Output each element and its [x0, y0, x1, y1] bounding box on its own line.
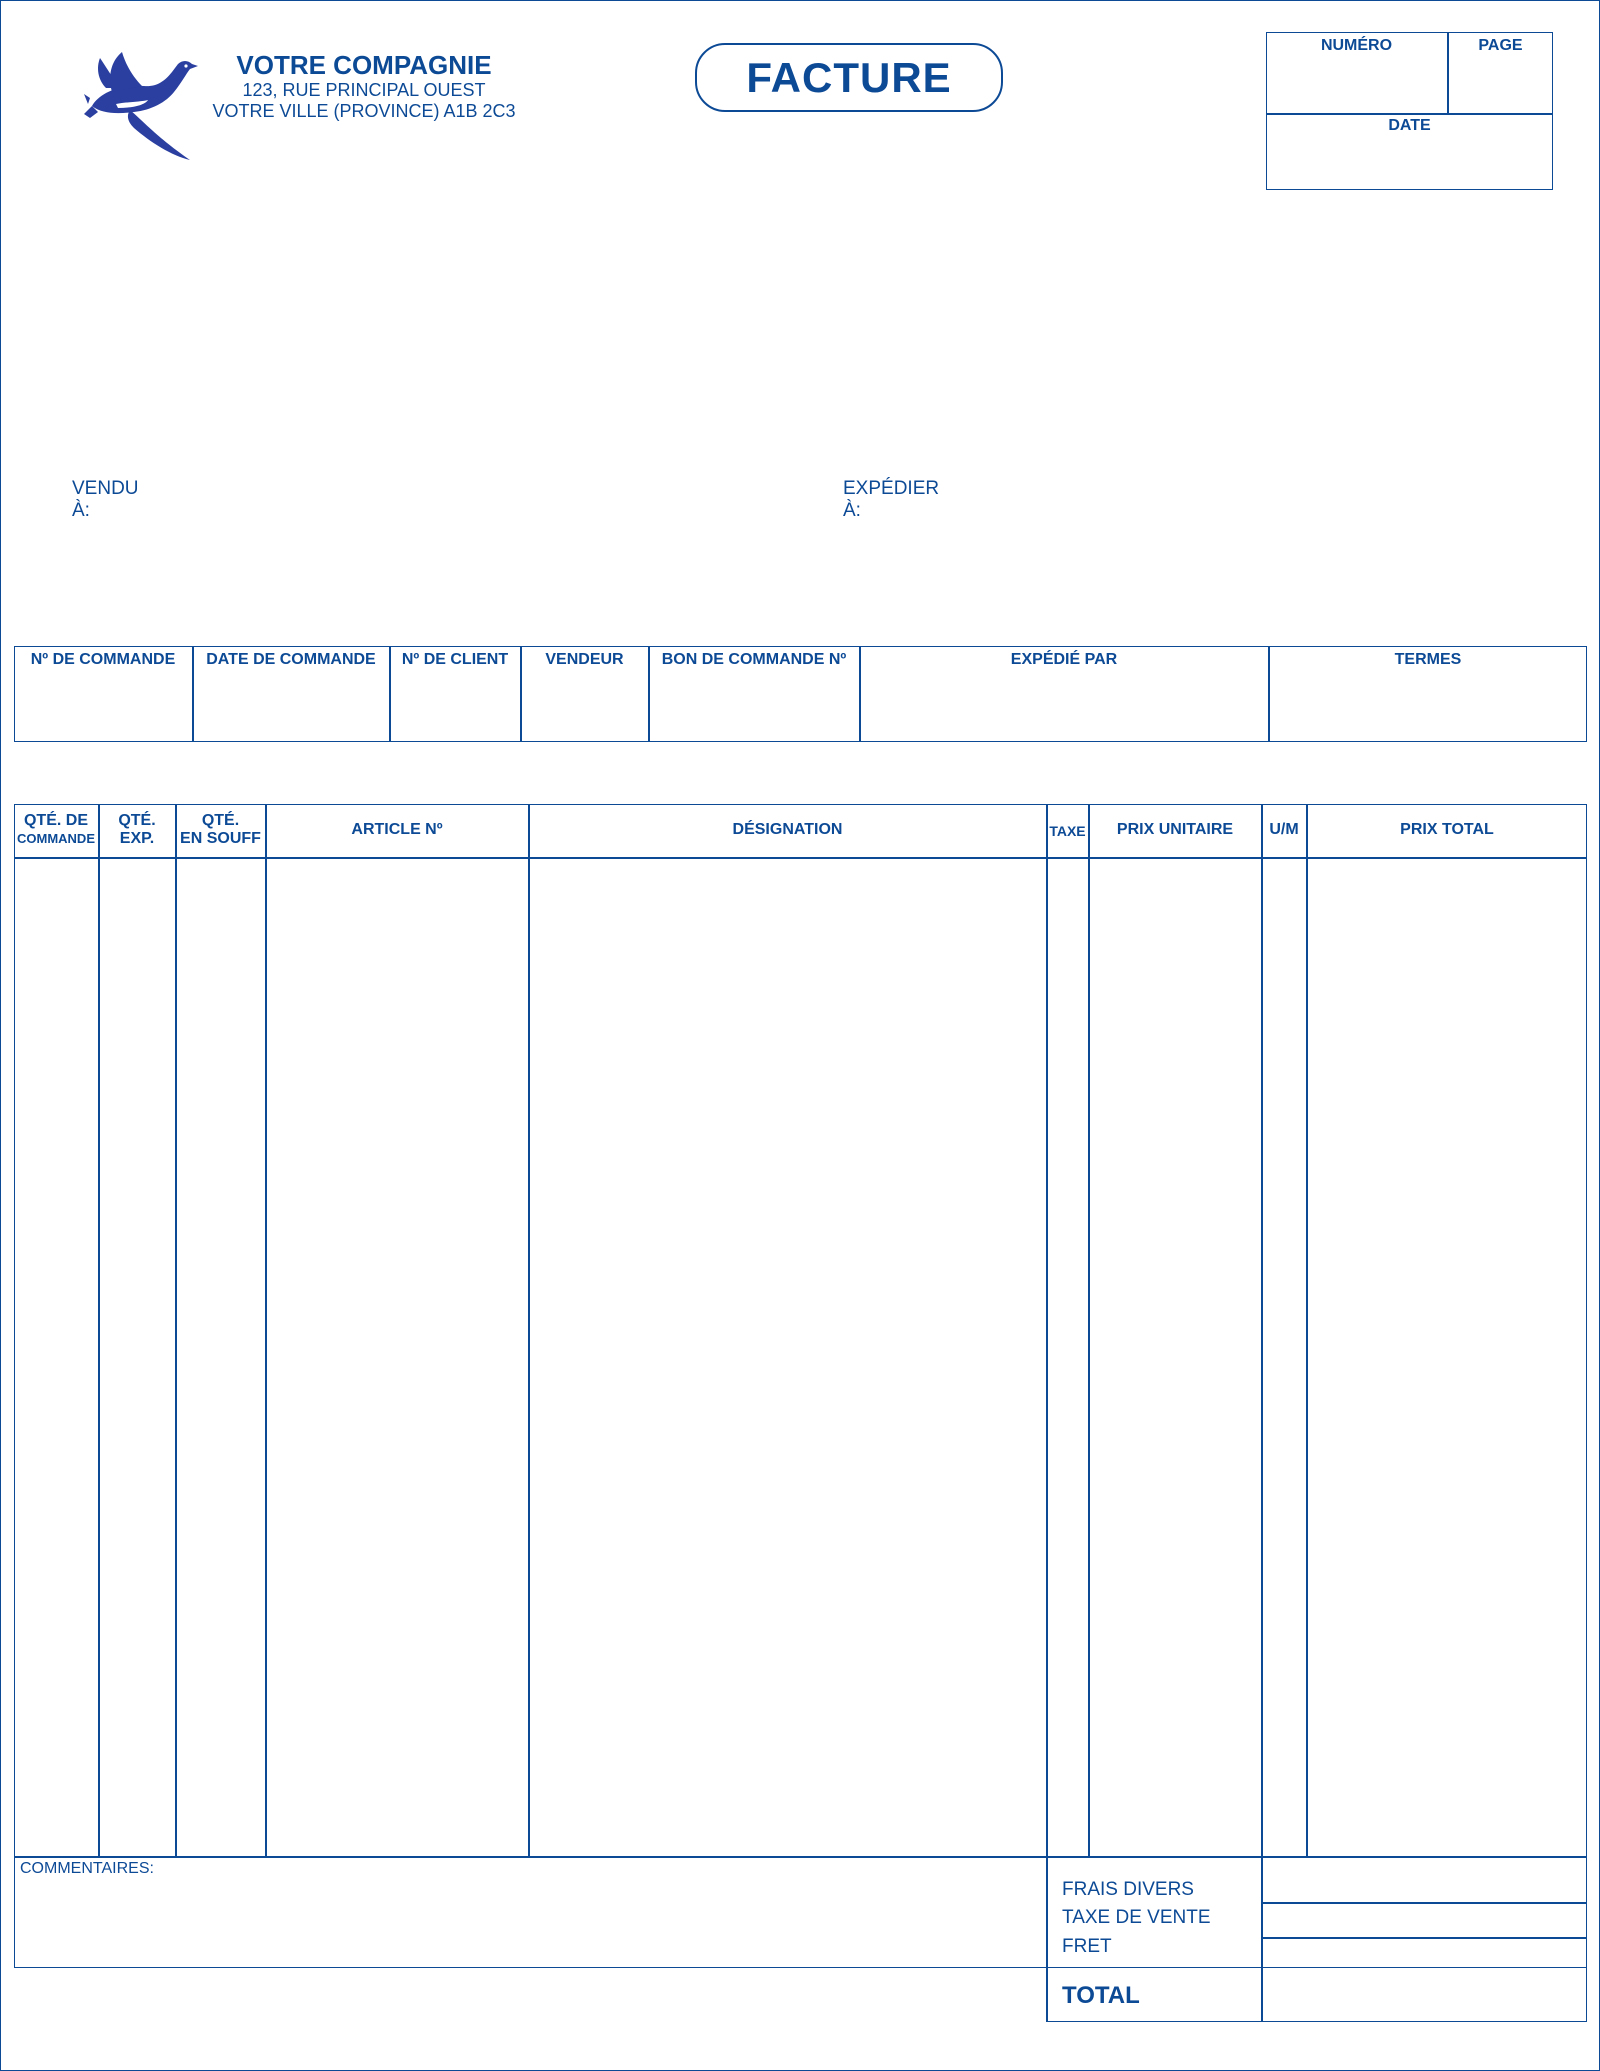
company-block [200, 50, 528, 122]
client-number-header: Nº DE CLIENT [401, 651, 509, 668]
purchase-order-header: BON DE COMMANDE Nº [661, 651, 847, 668]
sold-to-label [72, 478, 139, 522]
qty-backorder-line2: EN SOUFF [180, 830, 261, 847]
order-number-header: Nº DE COMMANDE [30, 651, 176, 668]
qty-shipped-line1: QTÉ. [118, 812, 156, 829]
order-date-header: DATE DE COMMANDE [206, 651, 376, 668]
page-label: PAGE [1478, 37, 1523, 54]
ship-to-label [843, 478, 939, 522]
terms-header: TERMES [1394, 651, 1462, 668]
qty-backorder-line1: QTÉ. [201, 812, 240, 829]
freight-label: FRET [1062, 1936, 1112, 1957]
designation-header: DÉSIGNATION [732, 821, 843, 838]
qty-ordered-line2: COMMANDE [17, 831, 95, 846]
tax-header: TAXE [1049, 823, 1086, 839]
company-address-line2: VOTRE VILLE (PROVINCE) A1B 2C3 [212, 101, 516, 121]
article-number-header: ARTICLE Nº [351, 821, 443, 838]
sold-to-line1: VENDU [72, 478, 139, 499]
qty-ordered-line1: QTÉ. DE [23, 812, 88, 829]
qty-ordered-header [14, 812, 98, 848]
total-price-header: PRIX TOTAL [1400, 821, 1494, 838]
items-table [14, 804, 1587, 1968]
qty-shipped-line2: EXP. [119, 830, 155, 847]
unit-price-header: PRIX UNITAIRE [1116, 821, 1234, 838]
numero-label: NUMÉRO [1320, 37, 1393, 54]
sold-to-line2: À: [72, 500, 90, 521]
qty-shipped-header [99, 812, 175, 848]
date-label: DATE [1388, 117, 1431, 134]
company-address-line1: 123, RUE PRINCIPAL OUEST [242, 80, 486, 100]
shipped-via-header: EXPÉDIÉ PAR [1010, 651, 1118, 668]
document-title: FACTURE [746, 53, 952, 101]
flying-goose-logo [82, 44, 200, 162]
invoice-info-box [1266, 32, 1553, 190]
company-name: VOTRE COMPAGNIE [236, 50, 492, 80]
sales-tax-label: TAXE DE VENTE [1062, 1907, 1211, 1928]
comments-label: COMMENTAIRES: [20, 1860, 154, 1877]
ship-to-line2: À: [843, 500, 861, 521]
document-title-box [695, 43, 1003, 112]
misc-charges-label: FRAIS DIVERS [1062, 1879, 1194, 1900]
qty-backorder-header [176, 812, 265, 848]
unit-measure-header: U/M [1269, 821, 1299, 838]
ship-to-line1: EXPÉDIER [843, 478, 940, 499]
salesperson-header: VENDEUR [545, 651, 624, 668]
total-label: TOTAL [1062, 1982, 1140, 2009]
